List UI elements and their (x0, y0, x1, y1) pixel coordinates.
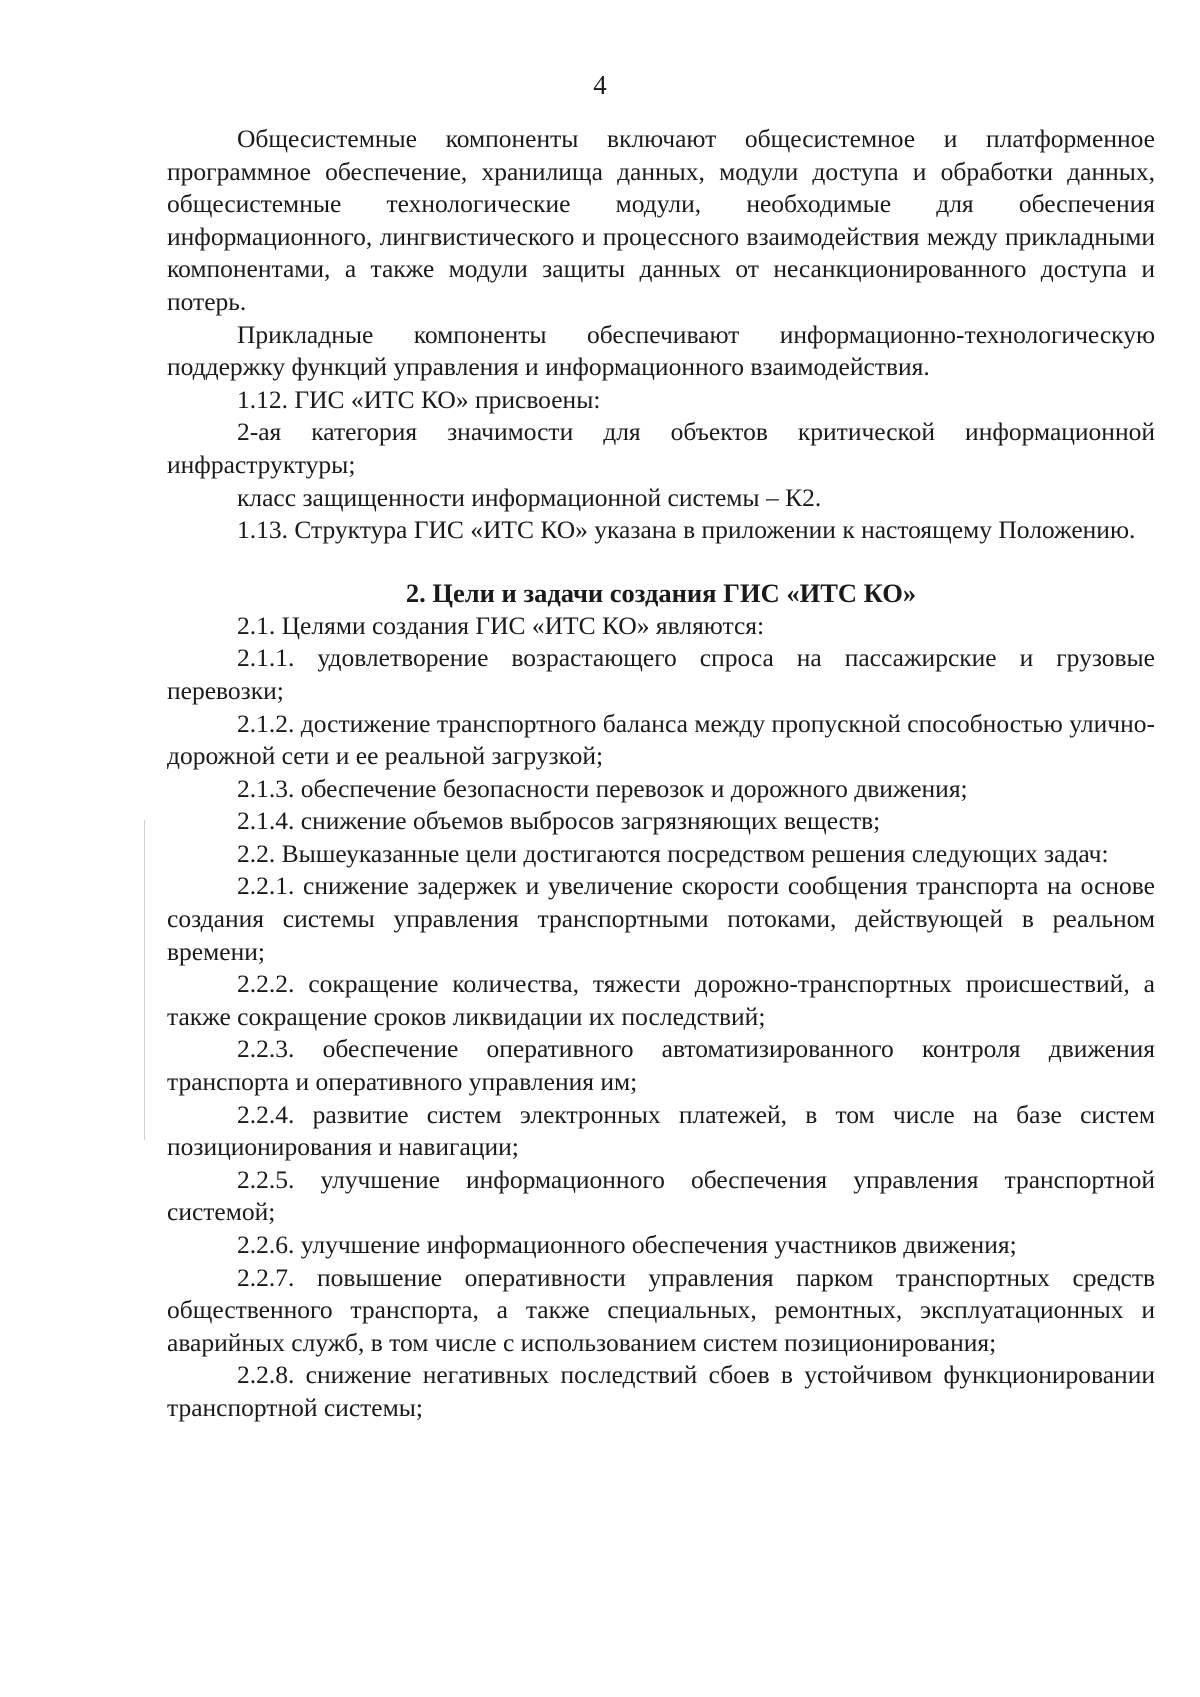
list-item-2-2-7: 2.2.7. повышение оперативности управления парком транспортных средств общественного транспорта, а также специальных, ремонтных, эксплуатационных и аварийных служб, в том числе с использованием систем позиционирования; (167, 1262, 1155, 1357)
paragraph-system-components: Общесистемные компоненты включают общесистемное и платформенное программное обеспечение, хранилища данных, модули доступа и обработки данных, общесистемные технологические модули, необходимые для обеспечения информационного, лингвистического и процессного взаимодействия между прикладными компонентами, а также модули защиты данных от несанкционированного доступа и потерь. (167, 124, 1155, 316)
list-item-2-1-2: 2.1.2. достижение транспортного баланса между пропускной способностью улично-дорожной сети и ее реальной загрузкой; (167, 708, 1155, 771)
section-heading: 2. Цели и задачи создания ГИС «ИТС КО» (405, 577, 917, 608)
list-item-2-1-1: 2.1.1. удовлетворение возрастающего спроса на пассажирские и грузовые перевозки; (167, 643, 1155, 705)
list-item-2-1-3: 2.1.3. обеспечение безопасности перевозок и дорожного движения; (237, 773, 968, 803)
paragraph-1-13: 1.13. Структура ГИС «ИТС КО» указана в приложении к настоящему Положению. (237, 515, 1136, 545)
list-item-2-2-2: 2.2.2. сокращение количества, тяжести дорожно-транспортных происшествий, а также сокращение сроков ликвидации их последствий; (167, 969, 1155, 1031)
document-body (167, 123, 1155, 1425)
list-item-2-1-4: 2.1.4. снижение объемов выбросов загрязняющих веществ; (237, 806, 881, 836)
list-item-2-2: 2.2. Вышеуказанные цели достигаются посредством решения следующих задач: (237, 838, 1109, 868)
scan-edge-mark (144, 820, 145, 1140)
paragraph-significance-category: 2-ая категория значимости для объектов критической информационной инфраструктуры; (167, 417, 1155, 479)
paragraph-applied-components: Прикладные компоненты обеспечивают информационно-технологическую поддержку функций управления и информационного взаимодействия. (167, 319, 1155, 382)
list-item-2-2-5: 2.2.5. улучшение информационного обеспечения управления транспортной системой; (167, 1164, 1155, 1227)
list-item-2-2-6: 2.2.6. улучшение информационного обеспечения участников движения; (237, 1230, 1017, 1259)
paragraph-security-class: класс защищенности информационной системы – К2. (237, 482, 822, 512)
list-item-2-1: 2.1. Целями создания ГИС «ИТС КО» являются: (237, 610, 765, 640)
page-number: 4 (593, 70, 607, 100)
list-item-2-2-3: 2.2.3. обеспечение оперативного автоматизированного контроля движения транспорта и оперативного управления им; (167, 1034, 1155, 1097)
paragraph-1-12: 1.12. ГИС «ИТС КО» присвоены: (237, 384, 601, 414)
list-item-2-2-8: 2.2.8. снижение негативных последствий сбоев в устойчивом функционировании транспортной системы; (167, 1360, 1155, 1422)
list-item-2-2-4: 2.2.4. развитие систем электронных платежей, в том числе на базе систем позиционирования и навигации; (167, 1099, 1155, 1162)
list-item-2-2-1: 2.2.1. снижение задержек и увеличение скорости сообщения транспорта на основе создания системы управления транспортными потоками, действующей в реальном времени; (167, 871, 1155, 966)
